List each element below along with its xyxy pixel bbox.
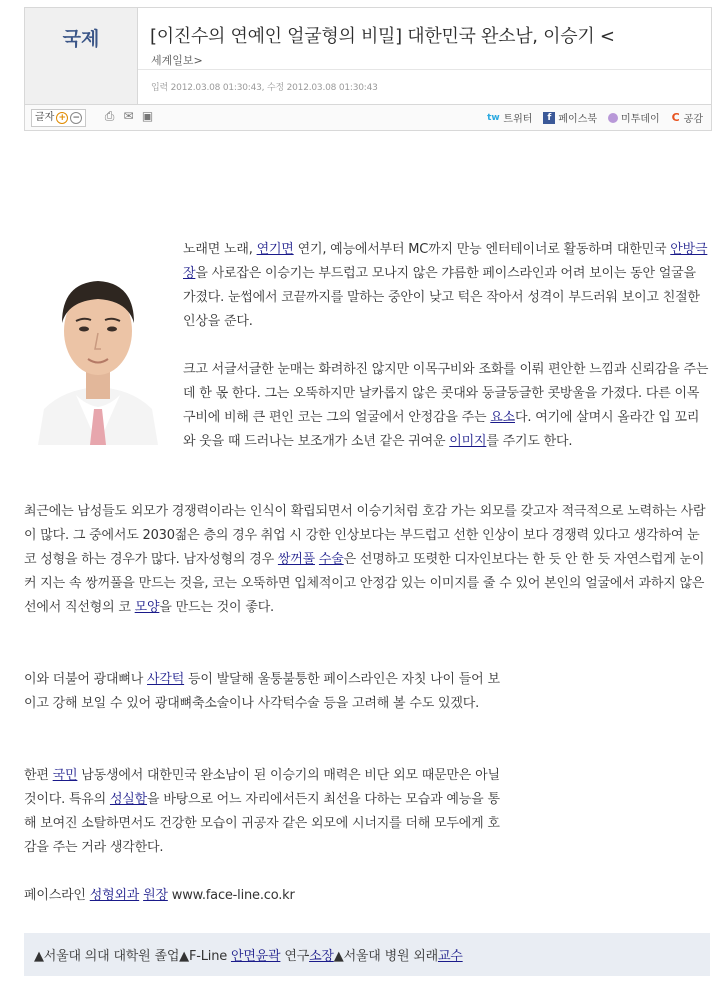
scrap-icon[interactable]: ▣ (141, 109, 154, 123)
header-divider (138, 69, 711, 70)
keyword-link[interactable]: 요소 (490, 410, 515, 425)
author-profile-box (24, 933, 710, 976)
keyword-link[interactable]: 안면윤곽 (230, 949, 281, 964)
share-facebook[interactable] (543, 110, 597, 125)
p1-text-2: 연기, 예능에서부터 MC까지 만능 엔터테이너로 활동하며 대한민국 (293, 242, 671, 257)
font-size-label: 글자 (35, 112, 55, 123)
share-bar (486, 110, 703, 125)
article-tools (103, 110, 154, 123)
keyword-link[interactable]: 교수 (437, 949, 463, 964)
p2-text-2: 다. 여기에 살며시 올라간 입 꼬리와 웃을 때 드러나는 보조개가 소년 같은 귀여운 (183, 410, 700, 449)
keyword-link[interactable]: 쌍꺼풀 (277, 552, 315, 567)
share-gonggam[interactable] (671, 110, 703, 125)
keyword-link[interactable]: 수술 (318, 552, 344, 567)
p5-text-3: 을 바탕으로 어느 자리에서든지 최선을 다하는 모습과 예능을 통해 보여진 소탈하면서도 건강한 모습이 귀공자 같은 외모에 시너지를 더해 모두에게 호감을 주는 거라 생각한다. (24, 792, 500, 855)
p5-text-1: 한편 (24, 768, 53, 783)
profile-text-2: 연구 (280, 949, 310, 964)
share-metoday-label: 미투데이 (621, 114, 660, 125)
article-title: [이진수의 연예인 얼굴형의 비밀] 대한민국 완소남, 이승기 < (150, 26, 615, 47)
keyword-link[interactable]: 성실함 (109, 792, 148, 807)
paragraph-1 (183, 238, 710, 334)
metoday-icon (608, 113, 618, 123)
category-label[interactable]: 국제 (62, 28, 100, 50)
keyword-link[interactable]: 모양 (134, 600, 160, 615)
share-facebook-label: 페이스북 (558, 114, 598, 125)
keyword-link[interactable]: 원장 (143, 888, 168, 903)
profile-text-1: ▲서울대 의대 대학원 졸업▲F-Line (34, 949, 231, 964)
source-link[interactable]: 세계일보> (151, 54, 203, 67)
author-profile (34, 945, 463, 964)
keyword-link[interactable]: 국민 (52, 768, 78, 783)
article-toolbar (24, 105, 712, 131)
article-dates: 입력 2012.03.08 01:30:43, 수정 2012.03.08 01:30:43 (151, 83, 378, 93)
keyword-link[interactable]: 성형외과 (89, 888, 140, 903)
keyword-link[interactable]: 사각턱 (147, 672, 185, 687)
p3-text-3: 은 선명하고 또렷한 디자인보다는 한 듯 안 한 듯 자연스럽게 눈이 커 지는 속 쌍꺼풀을 만드는 것을, 코는 오뚝하면 입체적이고 안정감 있는 이미지를 줄 수 있어 본인의 얼굴에서 과하지 않은 선에서 직선형의 코 (24, 552, 705, 615)
author-byline (24, 884, 710, 908)
paragraph-5 (24, 764, 504, 860)
p3-text-4: 을 만드는 것이 좋다. (159, 600, 274, 615)
twitter-icon: tw (487, 112, 500, 123)
paragraph-2 (183, 358, 710, 454)
share-metoday[interactable] (608, 110, 660, 125)
font-increase-icon[interactable]: + (56, 112, 68, 124)
p2-text-3: 를 주기도 한다. (486, 434, 573, 449)
category-box (25, 8, 138, 104)
byline-text-1: 페이스라인 (24, 888, 90, 903)
p3-text-1: 최근에는 남성들도 외모가 경쟁력이라는 인식이 확립되면서 이승기처럼 호감 가는 외모를 갖고자 적극적으로 노력하는 사람이 많다. 그 중에서도 2030젊은 층의 경우 취업 시 강한 인상보다는 부드럽고 선한 인상이 보다 경쟁력 있다고 생각하여 눈코 성형을 하는 경우가 많다. 남자성형의 경우 (24, 504, 706, 567)
p1-text-1: 노래면 노래, (183, 242, 257, 257)
article-header (24, 7, 712, 105)
share-twitter[interactable] (486, 110, 532, 125)
byline-url: www.face-line.co.kr (167, 888, 295, 903)
p1-text-3: 을 사로잡은 이승기는 부드럽고 모나지 않은 갸름한 페이스라인과 어려 보이는 동안 얼굴을 가졌다. 눈썹에서 코끝까지를 말하는 중안이 낮고 턱은 작아서 성격이 부드러워 보이고 친절한 인상을 준다. (183, 266, 700, 329)
doctor-photo (24, 249, 172, 445)
font-decrease-icon[interactable]: − (70, 112, 82, 124)
print-icon[interactable]: ⎙ (104, 109, 115, 123)
gonggam-icon: C (671, 110, 680, 124)
p5-text-2: 남동생에서 대한민국 완소남이 된 이승기의 매력은 비단 외모 때문만은 아닐 것이다. 특유의 (24, 768, 500, 807)
profile-text-3: ▲서울대 병원 외래 (333, 949, 438, 964)
facebook-icon: f (543, 112, 555, 124)
keyword-link[interactable]: 연기면 (256, 242, 294, 257)
p4-text-1: 이와 더불어 광대뼈나 (24, 672, 148, 687)
keyword-link[interactable]: 소장 (309, 949, 334, 964)
share-twitter-label: 트위터 (503, 114, 533, 125)
keyword-link[interactable]: 이미지 (449, 434, 487, 449)
share-gonggam-label: 공감 (683, 114, 703, 125)
email-icon[interactable]: ✉ (123, 109, 134, 123)
paragraph-3 (24, 500, 710, 620)
portrait-image (24, 249, 172, 445)
p4-text-2: 등이 발달해 울퉁불퉁한 페이스라인은 자칫 나이 들어 보이고 강해 보일 수 있어 광대뼈축소술이나 사각턱수술 등을 고려해 볼 수도 있겠다. (24, 672, 500, 711)
paragraph-4 (24, 668, 510, 716)
font-size-control (31, 109, 86, 127)
p2-text-1: 크고 서글서글한 눈매는 화려하진 않지만 이목구비와 조화를 이뤄 편안한 느낌과 신뢰감을 주는데 한 몫 한다. 그는 오뚝하지만 날카롭지 않은 콧대와 둥글둥글한 콧방울을 가졌다. 다른 이목구비에 비해 큰 편인 코는 그의 얼굴에서 안정감을 주는 (183, 362, 709, 425)
keyword-link[interactable]: 안방극장 (183, 242, 708, 281)
